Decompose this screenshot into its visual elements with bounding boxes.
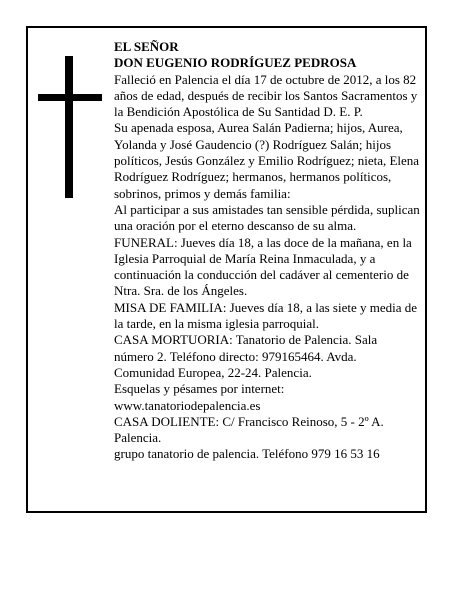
family-mass-paragraph: MISA DE FAMILIA: Jueves día 18, a las siete y media de la tarde, en la misma iglesia parroquial. [114, 299, 418, 332]
family-paragraph: Su apenada esposa, Aurea Salán Padierna; hijos, Aurea, Yolanda y José Gaudencio (?) Rodríguez Salán; hijos políticos, Jesús González y Emilio Rodríguez; nieta, Elena Rodríguez Rodríguez; hermanos, hermanos políticos, sobrinos, primos y demás familia: [114, 120, 420, 201]
family-home-paragraph: CASA DOLIENTE: C/ Francisco Reinoso, 5 - 2º A. Palencia. [114, 413, 384, 446]
death-notice-paragraph: Falleció en Palencia el día 17 de octubre de 2012, a los 82 años de edad, después de recibir los Santos Sacramentos y la Bendición Apostólica de Su Santidad D. E. P. [114, 71, 418, 120]
prayer-request-paragraph: Al participar a sus amistades tan sensible pérdida, suplican una oración por el eterno descanso de su alma. [114, 201, 420, 234]
obituary-text [114, 39, 420, 463]
funeral-paragraph: FUNERAL: Jueves día 18, a las doce de la mañana, en la Iglesia Parroquial de María Reina Inmaculada, y a continuación la conducción del cadáver al cementerio de Ntra. Sra. de los Ángeles. [114, 234, 412, 299]
obituary-frame [26, 26, 427, 513]
funeral-home-paragraph: CASA MORTUORIA: Tanatorio de Palencia. Sala número 2. Teléfono directo: 979165464. Avda. Comunidad Europea, 22-24. Palencia. [114, 332, 378, 380]
cross-vertical-bar [65, 56, 73, 198]
internet-condolences-paragraph: Esquelas y pésames por internet: www.tanatoriodepalencia.es [114, 381, 285, 413]
cross-icon [38, 56, 102, 198]
funeral-group-contact: grupo tanatorio de palencia. Teléfono 979 16 53 16 [114, 446, 380, 462]
cross-horizontal-bar [38, 94, 102, 101]
obituary-title: EL SEÑOR [114, 39, 179, 54]
deceased-name: DON EUGENIO RODRÍGUEZ PEDROSA [114, 55, 357, 71]
